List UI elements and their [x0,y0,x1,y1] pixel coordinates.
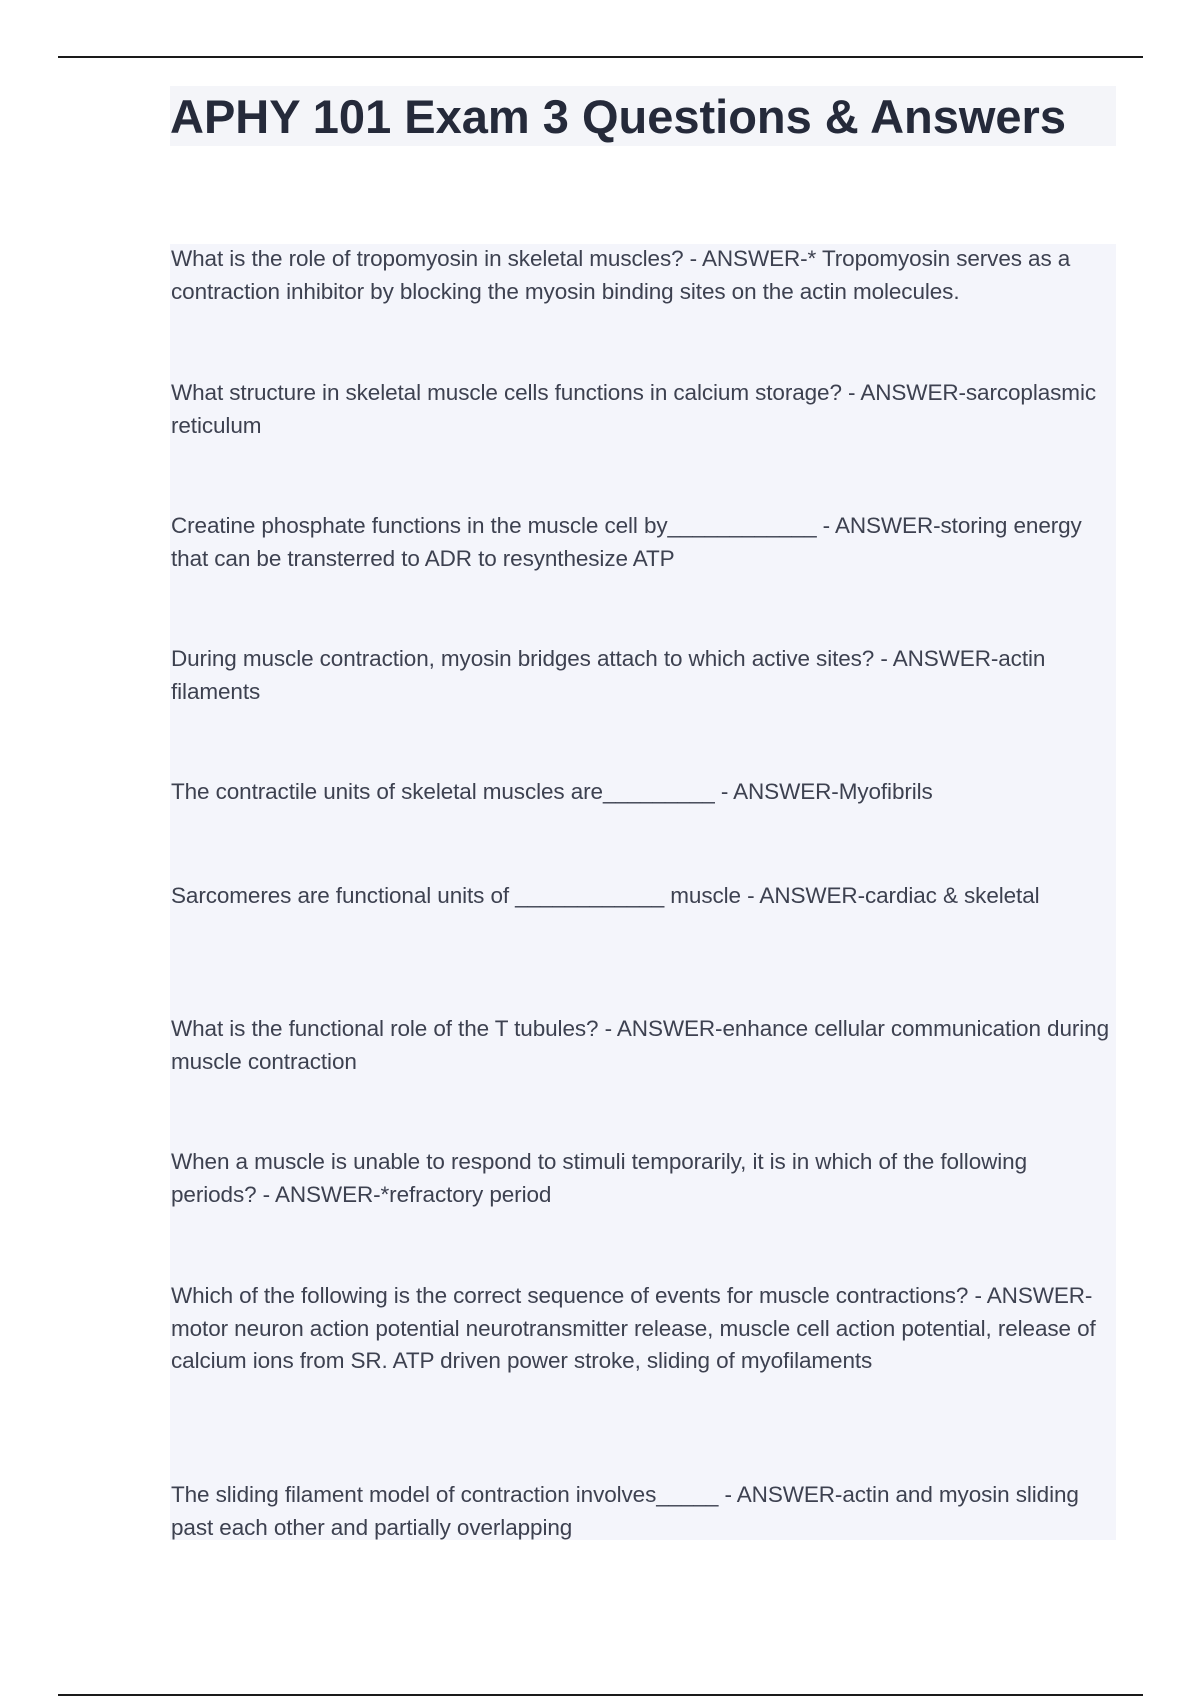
qa-item-9 [171,1280,1111,1378]
qa-item-1 [171,243,1111,308]
answer-text: Myofibrils [838,779,933,804]
answer-text: actin filaments [171,646,1046,704]
answer-text: actin and myosin sliding past each other and partially overlapping [171,1482,1079,1540]
question-text: During muscle contraction, myosin bridges attach to which active sites? [171,646,875,671]
question-text: Which of the following is the correct sequence of events for muscle contractions? [171,1283,969,1308]
question-text: The sliding filament model of contraction involves_____ [171,1482,719,1507]
qa-item-10 [171,1479,1111,1544]
answer-separator: - ANSWER- [256,1181,381,1207]
question-text: The contractile units of skeletal muscles are_________ [171,779,715,804]
answer-separator: - ANSWER- [714,779,839,804]
answer-separator: - ANSWER- [874,646,999,671]
answer-separator: - ANSWER- [740,883,865,908]
qa-item-4 [171,643,1111,708]
answer-separator: - ANSWER- [718,1482,843,1507]
answer-text: *refractory period [380,1181,552,1207]
qa-item-8 [171,1146,1111,1211]
question-text: What structure in skeletal muscle cells functions in calcium storage? [171,380,842,405]
answer-text: sarcoplasmic reticulum [171,380,1096,438]
question-text: Sarcomeres are functional units of ____________ muscle [171,883,741,908]
answer-text: enhance cellular communication during muscle contraction [171,1016,1109,1074]
answer-text: storing energy that can be transterred to ADR to resynthesize ATP [171,513,1082,571]
answer-separator: - ANSWER- [816,513,941,538]
qa-item-2 [171,377,1111,442]
top-rule [58,56,1143,58]
qa-item-3 [171,510,1111,575]
answer-text: * Tropomyosin serves as a contraction inhibitor by blocking the myosin binding sites on the actin molecules. [171,246,1071,304]
question-text: When a muscle is unable to respond to stimuli temporarily, it is in which of the following periods? [171,1149,1027,1207]
answer-text: motor neuron action potential neurotransmitter release, muscle cell action potential, release of calcium ions from SR. ATP driven power stroke, sliding of myofilaments [171,1315,1096,1373]
answer-separator: - ANSWER- [968,1283,1093,1308]
qa-item-5 [171,776,1111,809]
question-text: What is the functional role of the T tubules? [171,1016,599,1041]
answer-separator: - ANSWER- [683,246,808,271]
question-text: Creatine phosphate functions in the muscle cell by____________ [171,513,817,538]
bottom-rule [58,1694,1143,1696]
qa-item-6 [171,880,1111,913]
document-title: APHY 101 Exam 3 Questions & Answers [170,90,1066,143]
answer-text: cardiac & skeletal [864,883,1040,908]
question-text: What is the role of tropomyosin in skeletal muscles? [171,246,684,271]
answer-separator: - ANSWER- [598,1016,723,1041]
answer-separator: - ANSWER- [841,380,966,405]
qa-item-7 [171,1013,1111,1078]
